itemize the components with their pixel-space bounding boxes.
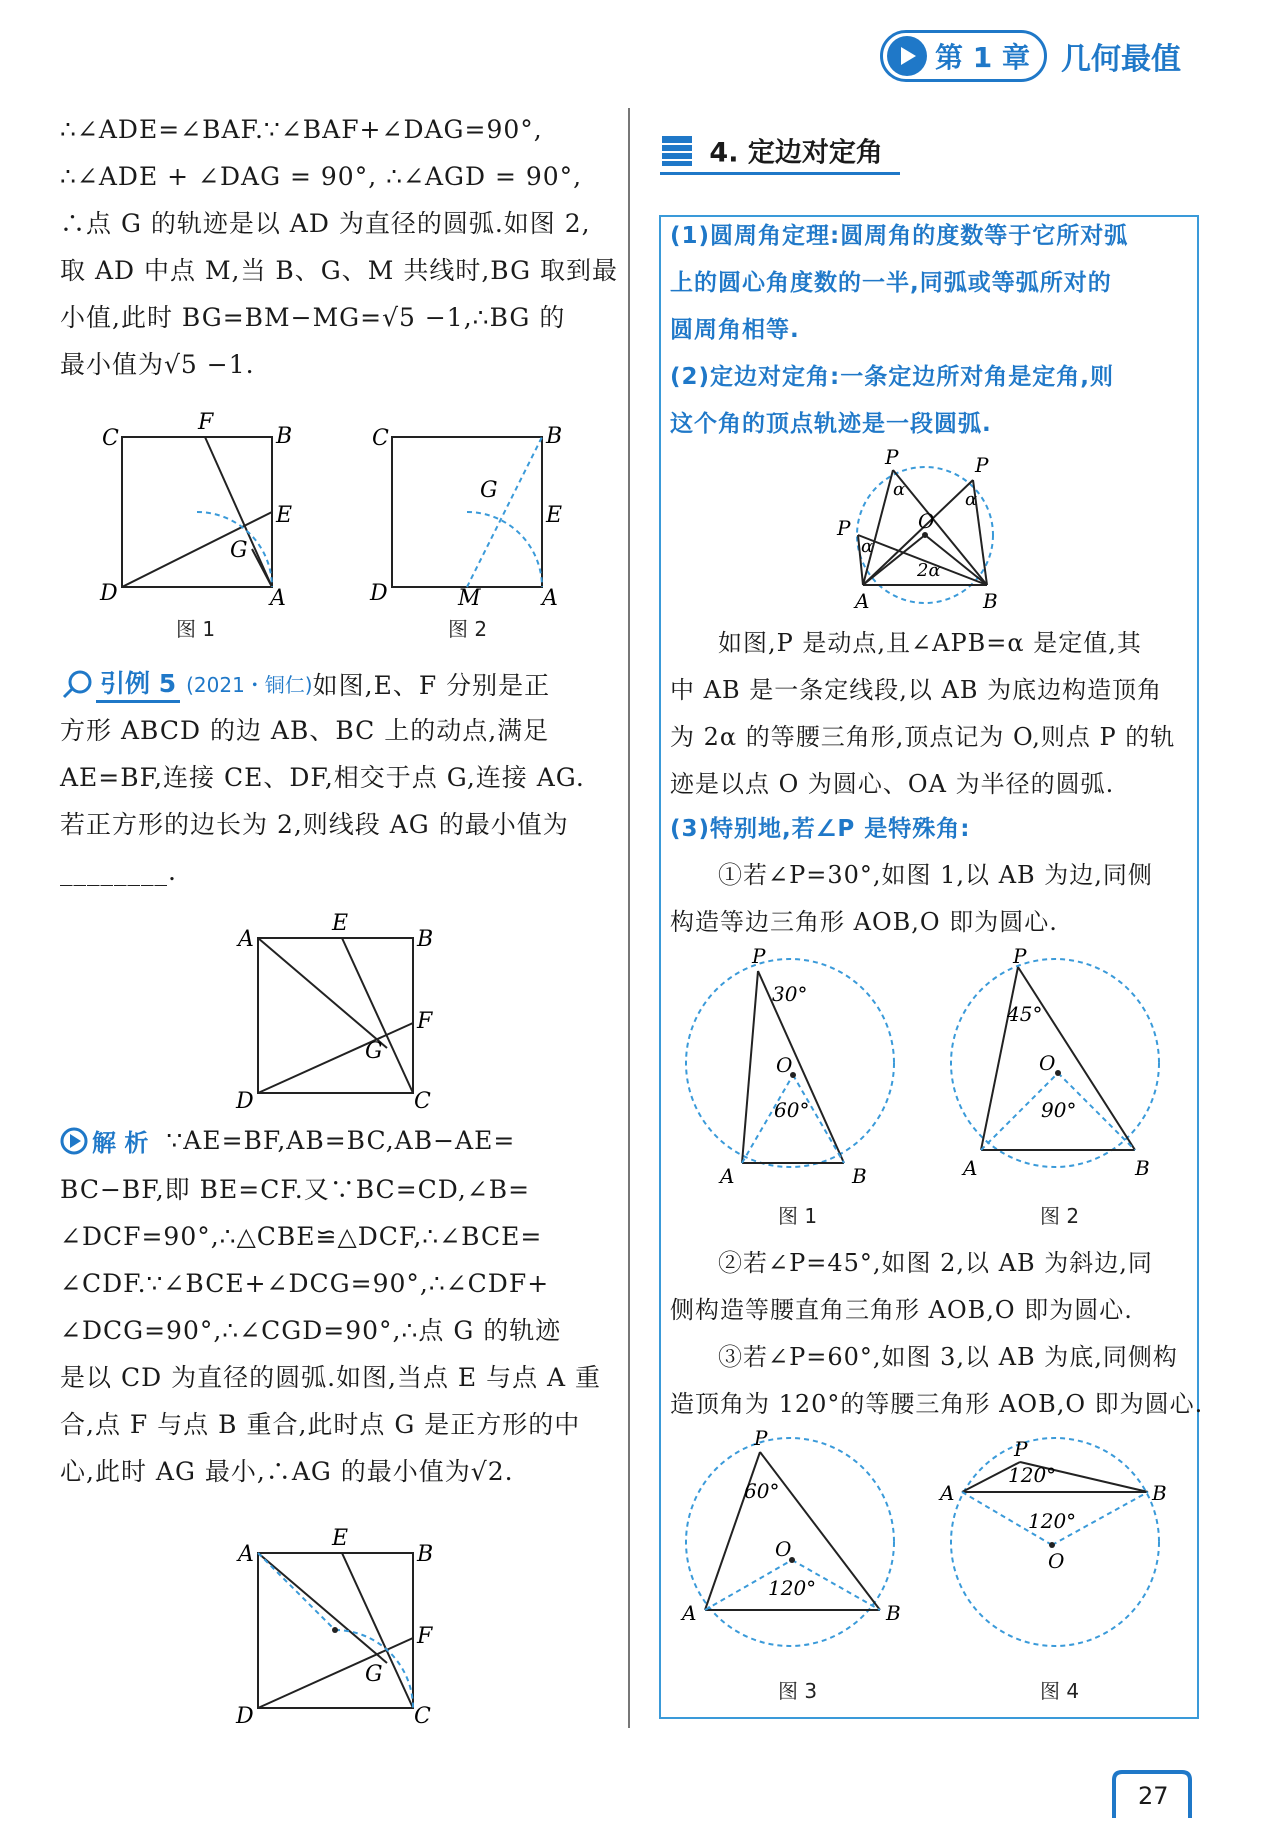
left-figure-2 [360,405,580,611]
example-text [60,707,585,895]
svg-text:B: B [417,1542,434,1567]
svg-text:60°: 60° [744,1479,780,1503]
svg-text:G: G [365,1039,383,1064]
text-line: 小值,此时 BG=BM−MG=√5 −1,∴BG 的 [60,303,566,332]
svg-text:O: O [1048,1549,1065,1573]
svg-text:C: C [414,1089,431,1114]
text-line: 如图,P 是动点,且∠APB=α 是定值,其 [718,629,1142,657]
text-line: 迹是以点 O 为圆心、OA 为半径的圆弧. [670,770,1115,798]
svg-text:P: P [837,516,851,540]
svg-text:120°: 120° [1008,1463,1057,1487]
right-figure-3 [680,1420,910,1650]
magnifier-icon [62,669,96,699]
svg-text:F: F [417,1624,433,1649]
label-G: G [230,538,248,563]
svg-text:30°: 30° [772,982,808,1006]
text-line: 若正方形的边长为 2,则线段 AG 的最小值为 [60,810,569,839]
text-line: AE=BF,连接 CE、DF,相交于点 G,连接 AG. [60,763,585,792]
svg-text:G: G [365,1662,383,1687]
svg-text:C: C [372,426,389,451]
example-source: (2021・铜仁) [186,673,313,697]
svg-text:A: A [855,589,870,613]
analysis-figure [230,1525,450,1729]
section-title: 4. 定边对定角 [709,137,883,169]
chapter-label: 第 1 章 [935,41,1030,74]
text-line: ________. [60,857,177,886]
svg-text:90°: 90° [1041,1098,1077,1122]
label-E: E [276,503,293,528]
example-tag: 引例 5 [96,664,180,703]
text-line: ②若∠P=45°,如图 2,以 AB 为斜边,同 [718,1249,1153,1277]
svg-text:120°: 120° [1028,1509,1077,1533]
text-line: 取 AD 中点 M,当 B、G、M 共线时,BG 取到最 [60,256,619,285]
text-line: 心,此时 AG 最小,∴AG 的最小值为√2. [60,1457,514,1486]
svg-text:D: D [370,581,388,606]
label-B: B [276,424,293,449]
text-line: ①若∠P=30°,如图 1,以 AB 为边,同侧 [718,861,1153,889]
svg-text:B: B [546,424,563,449]
text-line: ③若∠P=60°,如图 3,以 AB 为底,同侧构 [718,1343,1178,1371]
chapter-title: 几何最值 [1060,42,1181,77]
svg-text:2α: 2α [917,560,941,581]
svg-text:120°: 120° [768,1576,817,1600]
fig-caption: 图 2 [448,617,488,641]
text-line: 侧构造等腰直角三角形 AOB,O 即为圆心. [670,1296,1133,1324]
example-heading [62,664,550,703]
right-figure-2 [945,944,1175,1180]
page-number: 27 [1138,1782,1169,1810]
example-figure [230,910,450,1114]
svg-text:B: B [1152,1481,1167,1505]
fig-caption: 图 3 [778,1679,818,1703]
svg-text:α: α [965,489,978,510]
text-line: ∠DCF=90°,∴△CBE≌△DCF,∴∠BCE= [60,1222,543,1251]
svg-text:A: A [682,1601,697,1625]
explain-text [670,620,1175,808]
svg-text:P: P [1013,944,1027,968]
svg-text:P: P [752,944,766,968]
text-line: 为 2α 的等腰三角形,顶点记为 O,则点 P 的轨 [670,723,1176,751]
column-divider [628,108,630,1728]
svg-text:D: D [236,1704,254,1729]
text-line: 方形 ABCD 的边 AB、BC 上的动点,满足 [60,716,550,745]
text-line: 是以 CD 为直径的圆弧.如图,当点 E 与点 A 重 [60,1363,602,1392]
svg-text:C: C [414,1704,431,1729]
fig-caption: 图 4 [1040,1679,1080,1703]
text-line: ∴∠ADE=∠BAF.∵∠BAF+∠DAG=90°, [60,115,543,144]
svg-text:O: O [1039,1051,1056,1075]
text-line: 圆周角相等. [670,317,800,343]
text-line: ∴∠ADE + ∠DAG = 90°, ∴∠AGD = 90°, [60,162,583,191]
fig-caption: 图 1 [778,1204,818,1228]
svg-text:A: A [238,1542,254,1567]
svg-text:P: P [1014,1437,1028,1461]
svg-text:F: F [417,1009,433,1034]
special-title: (3)特别地,若∠P 是特殊角: [670,816,971,842]
play-icon [887,36,927,76]
left-text-block-1 [60,106,618,388]
svg-text:M: M [458,586,481,611]
text-line: 中 AB 是一条定线段,以 AB 为底边构造顶角 [670,676,1163,704]
right-figure-1 [680,944,910,1188]
svg-text:O: O [776,1053,793,1077]
special-text-2 [670,1240,1203,1428]
svg-text:A: A [940,1481,955,1505]
label-F: F [198,410,214,435]
label-A: A [270,586,286,611]
svg-text:O: O [775,1537,792,1561]
section-heading [660,130,900,175]
text-line: 上的圆心角度数的一半,同弧或等弧所对的 [670,270,1112,296]
svg-text:α: α [861,536,874,557]
fig-caption: 图 1 [176,617,216,641]
svg-text:P: P [885,445,899,469]
text-line: 如图,E、F 分别是正 [312,670,551,700]
analysis-tag: 解 析 [92,1129,149,1157]
text-line: 构造等边三角形 AOB,O 即为圆心. [670,908,1058,936]
svg-text:45°: 45° [1007,1002,1043,1026]
play-icon [60,1127,88,1155]
right-figure-4 [940,1420,1180,1650]
svg-text:B: B [1135,1156,1150,1180]
svg-text:P: P [754,1426,768,1450]
svg-text:G: G [480,478,498,503]
text-line: 这个角的顶点轨迹是一段圆弧. [670,411,992,437]
text-line: 合,点 F 与点 B 重合,此时点 G 是正方形的中 [60,1410,581,1439]
svg-text:B: B [852,1164,867,1188]
chapter-header [880,30,1181,82]
text-line: ∴点 G 的轨迹是以 AD 为直径的圆弧.如图 2, [60,209,591,238]
text-line: (1)圆周角定理:圆周角的度数等于它所对弧 [670,223,1129,249]
svg-text:P: P [975,453,989,477]
label-C: C [102,426,119,451]
left-figure-1 [90,405,310,611]
text-line: BC−BF,即 BE=CF.又∵BC=CD,∠B= [60,1175,531,1204]
svg-text:60°: 60° [774,1098,810,1122]
svg-text:B: B [417,927,434,952]
section-underline [660,172,900,175]
text-line: (2)定边对定角:一条定边所对角是定角,则 [670,364,1114,390]
svg-text:E: E [332,911,349,936]
text-line: 最小值为√5 −1. [60,350,255,379]
svg-text:α: α [893,479,906,500]
alpha-figure [825,440,1035,613]
chapter-pill [880,30,1047,82]
text-line: 造顶角为 120°的等腰三角形 AOB,O 即为圆心. [670,1390,1204,1418]
svg-text:O: O [918,509,935,533]
label-D: D [100,581,118,606]
svg-text:A: A [542,586,558,611]
text-line: ∠DCG=90°,∴∠CGD=90°,∴点 G 的轨迹 [60,1316,562,1345]
svg-text:A: A [720,1164,735,1188]
svg-text:B: B [886,1601,901,1625]
svg-text:E: E [546,503,563,528]
svg-text:D: D [236,1089,254,1114]
special-text-1 [670,852,1153,946]
svg-text:B: B [983,589,998,613]
analysis-text [60,1166,601,1495]
svg-text:E: E [332,1526,349,1551]
svg-text:A: A [963,1156,978,1180]
analysis-heading [60,1123,515,1158]
fig-caption: 图 2 [1040,1204,1080,1228]
stack-icon [660,130,700,170]
svg-text:A: A [238,927,254,952]
text-line: ∵AE=BF,AB=BC,AB−AE= [166,1126,516,1155]
text-line: ∠CDF.∵∠BCE+∠DCG=90°,∴∠CDF+ [60,1269,550,1298]
box-text-a [670,213,1128,448]
